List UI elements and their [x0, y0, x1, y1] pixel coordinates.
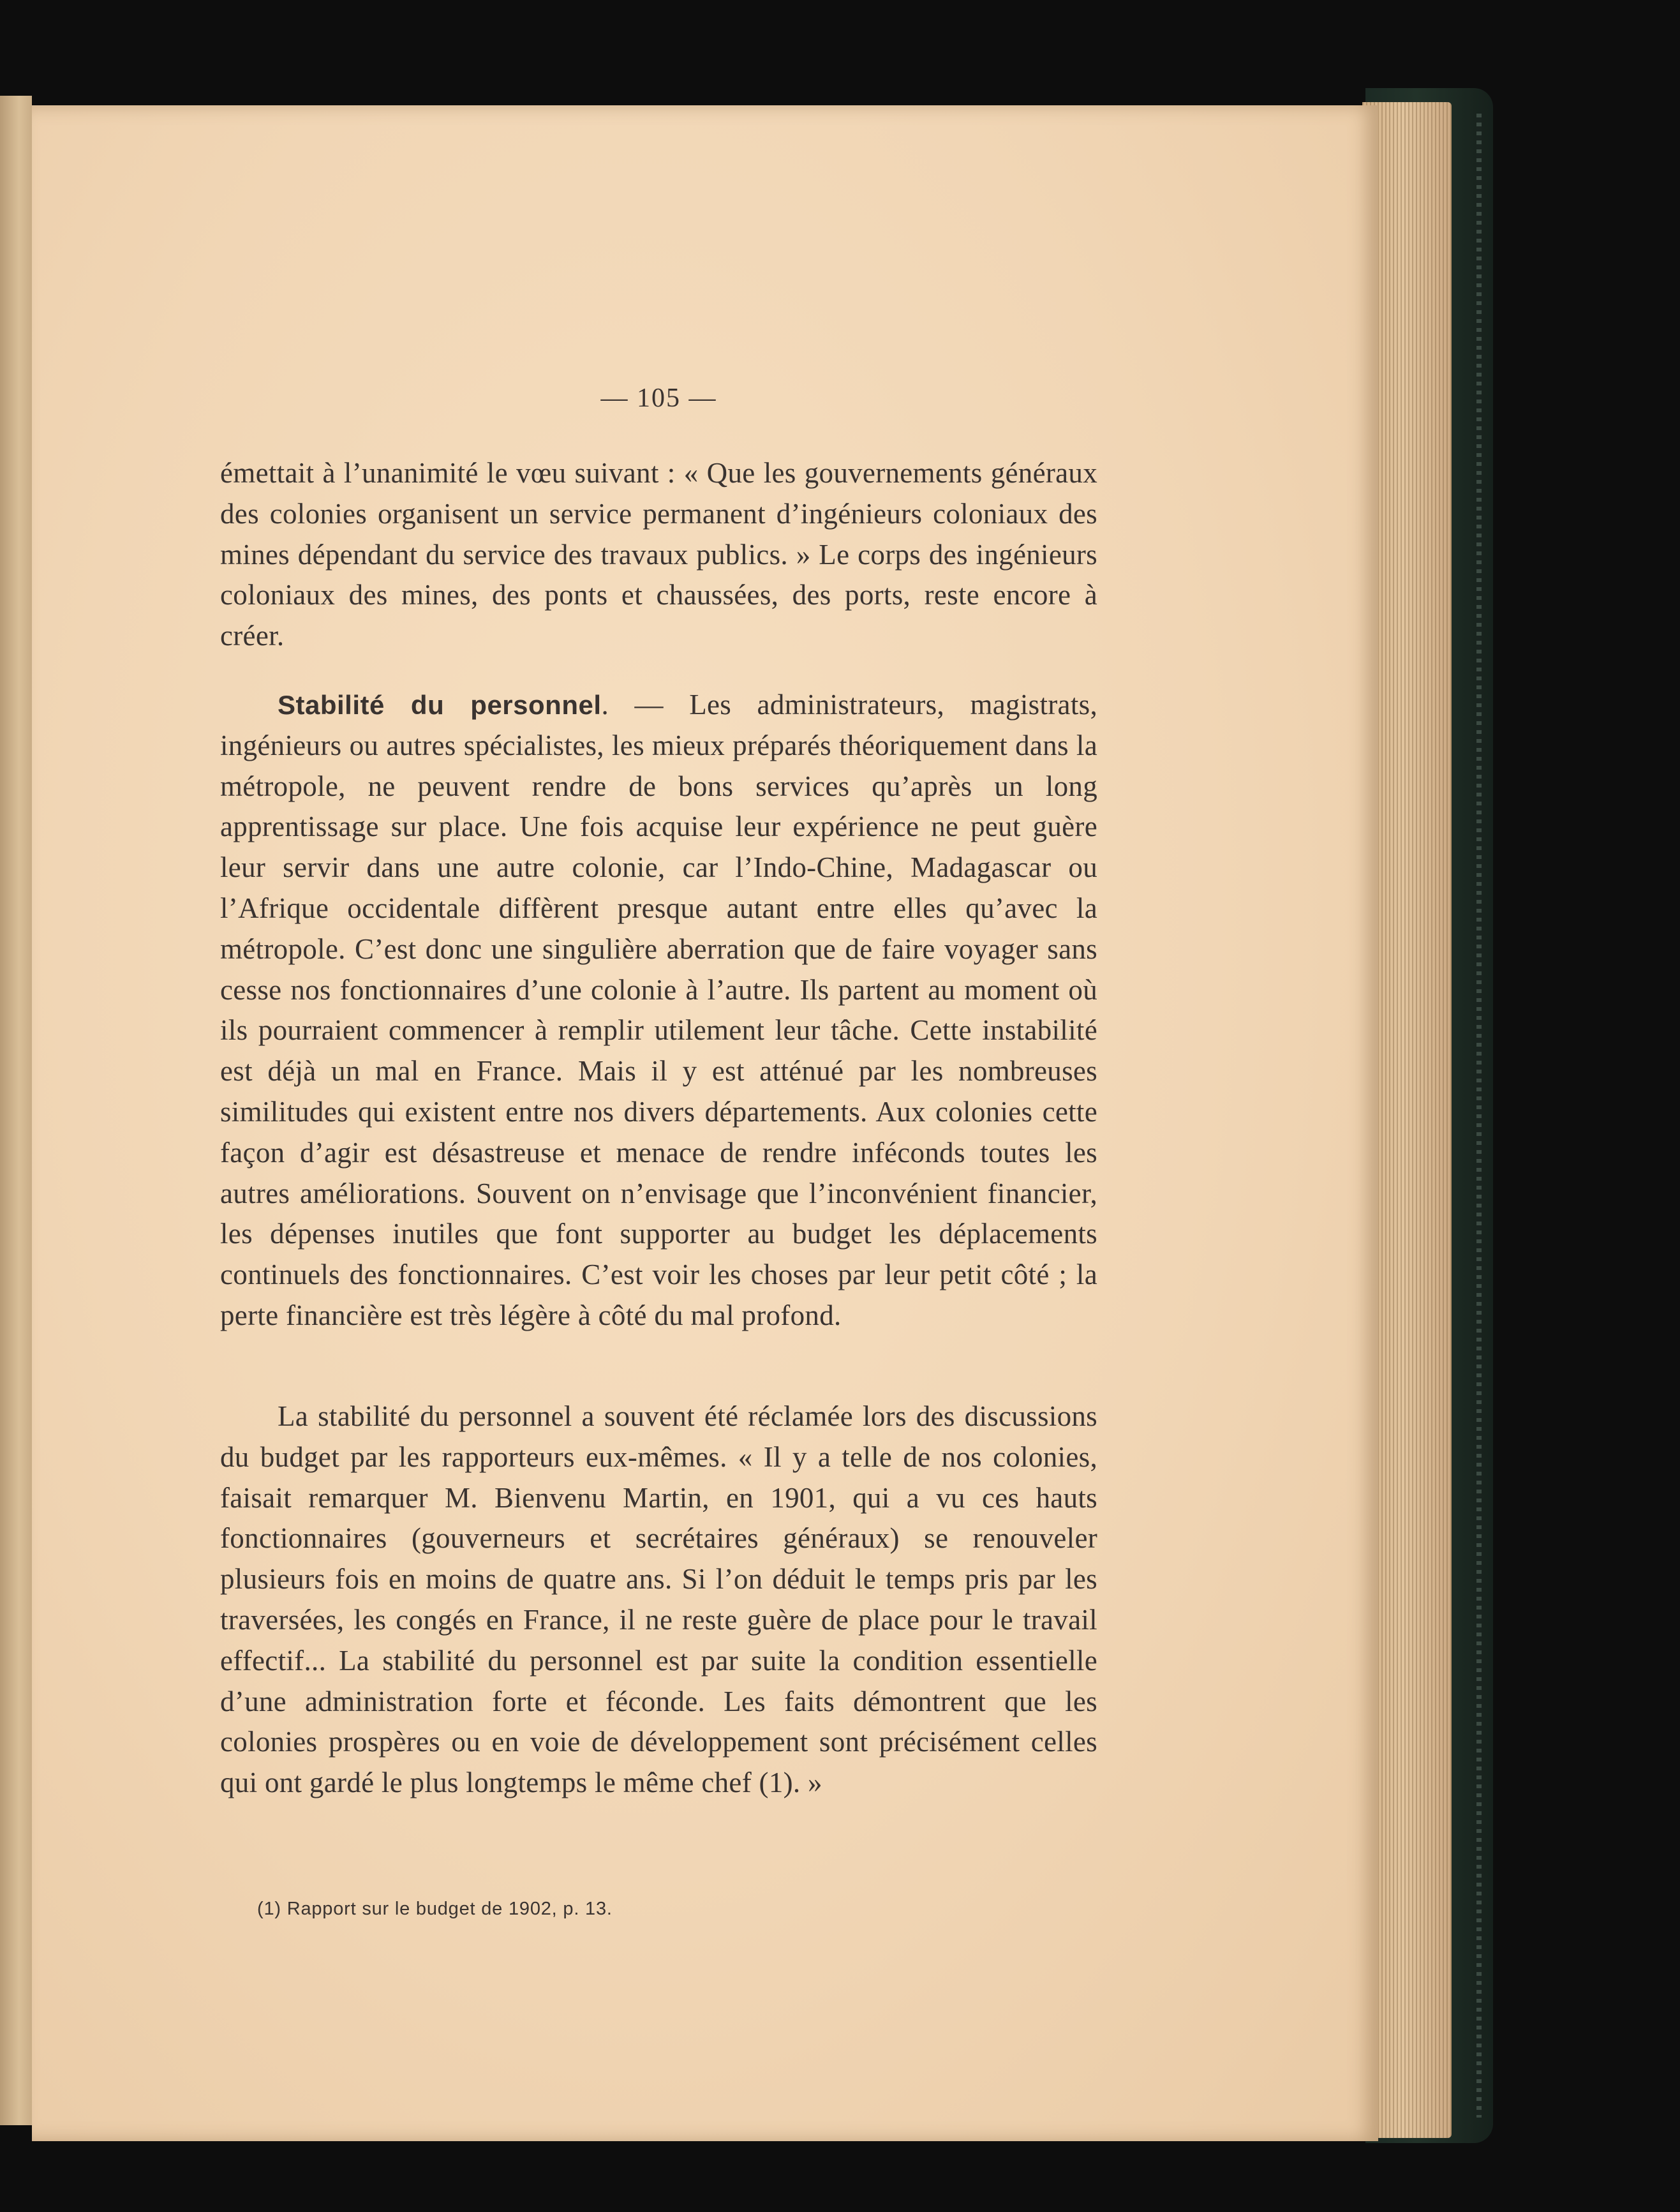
book-page	[32, 105, 1378, 2141]
paragraph-2	[220, 685, 1097, 1336]
section-heading: Stabilité du personnel	[278, 690, 602, 720]
page-number: — 105 —	[600, 384, 717, 413]
paragraph-1: émettait à l’unanimité le vœu suivant : « Que les gouvernements généraux des colonies organisent un service permanent d’ingénieurs coloniaux des mines dépendant du service des travaux publics. » Le corps des ingénieurs coloniaux des mines, des ponts et chaussées, des ports, reste encore à créer.	[220, 457, 1097, 652]
footnote: (1) Rapport sur le budget de 1902, p. 13.	[257, 1899, 613, 1919]
paragraph-3: La stabilité du personnel a souvent été réclamée lors des discussions du budget par les rapporteurs eux-mêmes. « Il y a telle de nos colonies, faisait remarquer M. Bienvenu Martin, en 1901, qui a vu ces hauts fonctionnaires (gouverneurs et secrétaires généraux) se renouveler plusieurs fois en moins de quatre ans. Si l’on déduit le temps pris par les traversées, les congés en France, il ne reste guère de place pour le travail effectif... La stabilité du personnel est par suite la condition essentielle d’une administration forte et féconde. Les faits démontrent que les colonies prospères ou en voie de développement sont précisément celles qui ont gardé le plus longtemps le même chef (1). »	[220, 1400, 1097, 1799]
paragraph-2-body: . — Les administrateurs, magistrats, ingénieurs ou autres spécialistes, les mieux préparés théoriquement dans la métropole, ne peuvent rendre de bons services qu’après un long apprentissage sur place. Une fois acquise leur expérience ne peut guère leur servir dans une autre colonie, car l’Indo-Chine, Madagascar ou l’Afrique occidentale diffèrent presque autant entre elles qu’avec la métropole. C’est donc une singulière aberration que de faire voyager sans cesse nos fonctionnaires d’une colonie à l’autre. Ils partent au moment où ils pourraient commencer à remplir utilement leur tâche. Cette instabilité est déjà un mal en France. Mais il y est atténué par les nombreuses similitudes qui existent entre nos divers départements. Aux colonies cette façon d’agir est désastreuse et menace de rendre inféconds toutes les autres améliorations. Souvent on n’envisage que l’inconvénient financier, les dépenses inutiles que font supporter au budget les déplacements continuels des fonctionnaires. C’est voir les choses par leur petit côté ; la perte financière est très légère à côté du mal profond.	[220, 689, 1097, 1331]
previous-page-edge	[0, 96, 32, 2125]
